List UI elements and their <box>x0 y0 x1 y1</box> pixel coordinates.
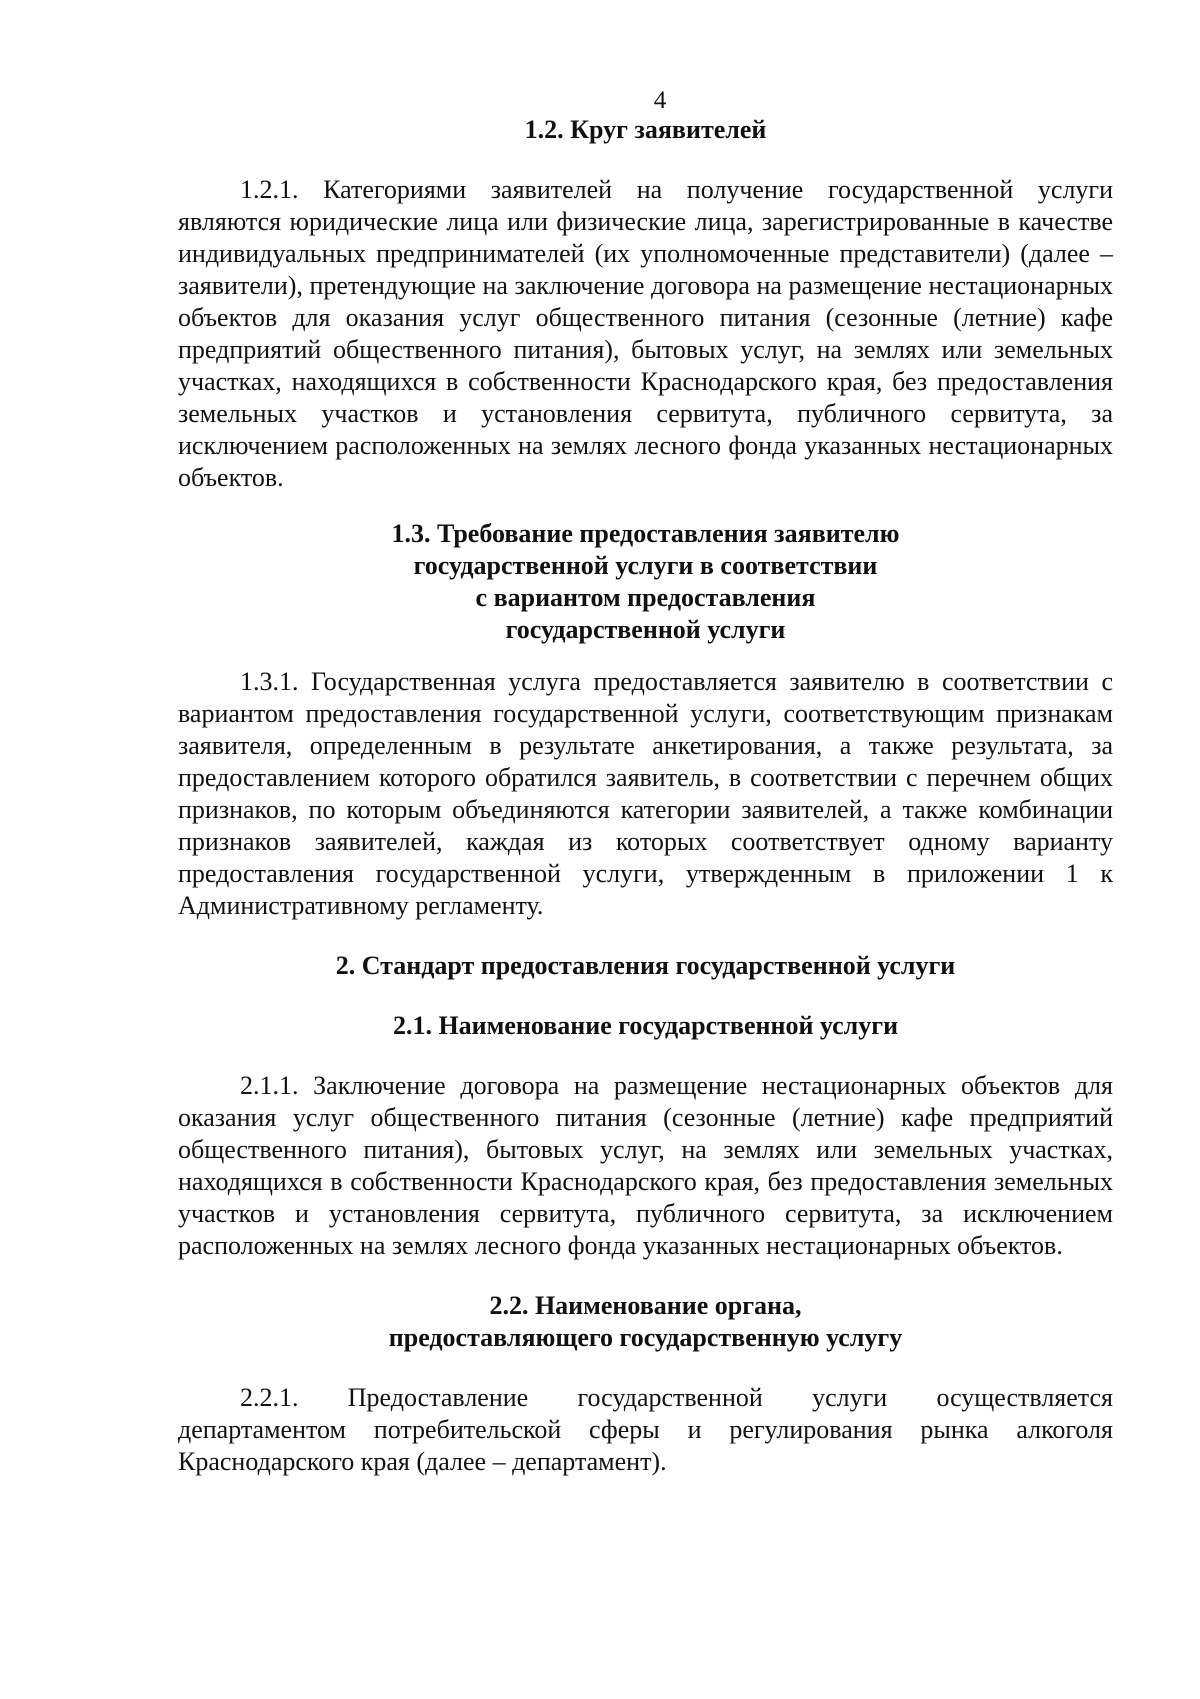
section-heading-2: 2. Стандарт предоставления государственной услуги <box>335 951 956 980</box>
section-heading-2-1: 2.1. Наименование государственной услуги <box>392 1011 899 1040</box>
heading-line: государственной услуги в соответствии <box>413 551 878 580</box>
paragraph-1-3-1: 1.3.1. Государственная услуга предоставляется заявителю в соответствии с вариантом предоставления государственной услуги, соответствующим признакам заявителя, определенным в результате анкетирования, а также результата, за предоставлением которого обратился заявитель, в соответствии с перечнем общих признаков, по которым объединяются категории заявителей, а также комбинации признаков заявителей, каждая из которых соответствует одному варианту предоставления государственной услуги, утвержденным в приложении 1 к Административному регламенту. <box>178 667 1113 920</box>
section-heading-1-2: 1.2. Круг заявителей <box>524 115 767 144</box>
heading-line: предоставляющего государственную услугу <box>388 1323 903 1352</box>
heading-line: с вариантом предоставления <box>475 583 816 612</box>
paragraph-1-2-1: 1.2.1. Категориями заявителей на получение государственной услуги являются юридические лица или физические лица, зарегистрированные в качестве индивидуальных предпринимателей (их уполномоченные представители) (далее – заявители), претендующие на заключение договора на размещение нестационарных объектов для оказания услуг общественного питания (сезонные (летние) кафе предприятий общественного питания), бытовых услуг, на землях или земельных участках, находящихся в собственности Краснодарского края, без предоставления земельных участков и установления сервитута, публичного сервитута, за исключением расположенных на землях лесного фонда указанных нестационарных объектов. <box>178 175 1113 492</box>
section-heading-1-3 <box>178 518 1113 646</box>
section-heading-2-2 <box>178 1290 1113 1354</box>
heading-line: 1.3. Требование предоставления заявителю <box>391 519 900 548</box>
heading-line: 2.2. Наименование органа, <box>489 1291 802 1320</box>
document-body <box>178 114 1113 1478</box>
page-number: 4 <box>653 87 667 114</box>
paragraph-2-1-1: 2.1.1. Заключение договора на размещение нестационарных объектов для оказания услуг общественного питания (сезонные (летние) кафе предприятий общественного питания), бытовых услуг, на землях или земельных участках, находящихся в собственности Краснодарского края, без предоставления земельных участков и установления сервитута, публичного сервитута, за исключением расположенных на землях лесного фонда указанных нестационарных объектов. <box>178 1071 1113 1260</box>
heading-line: государственной услуги <box>505 615 786 644</box>
paragraph-2-2-1: 2.2.1. Предоставление государственной услуги осуществляется департаментом потребительской сферы и регулирования рынка алкоголя Краснодарского края (далее – департамент). <box>178 1383 1113 1476</box>
